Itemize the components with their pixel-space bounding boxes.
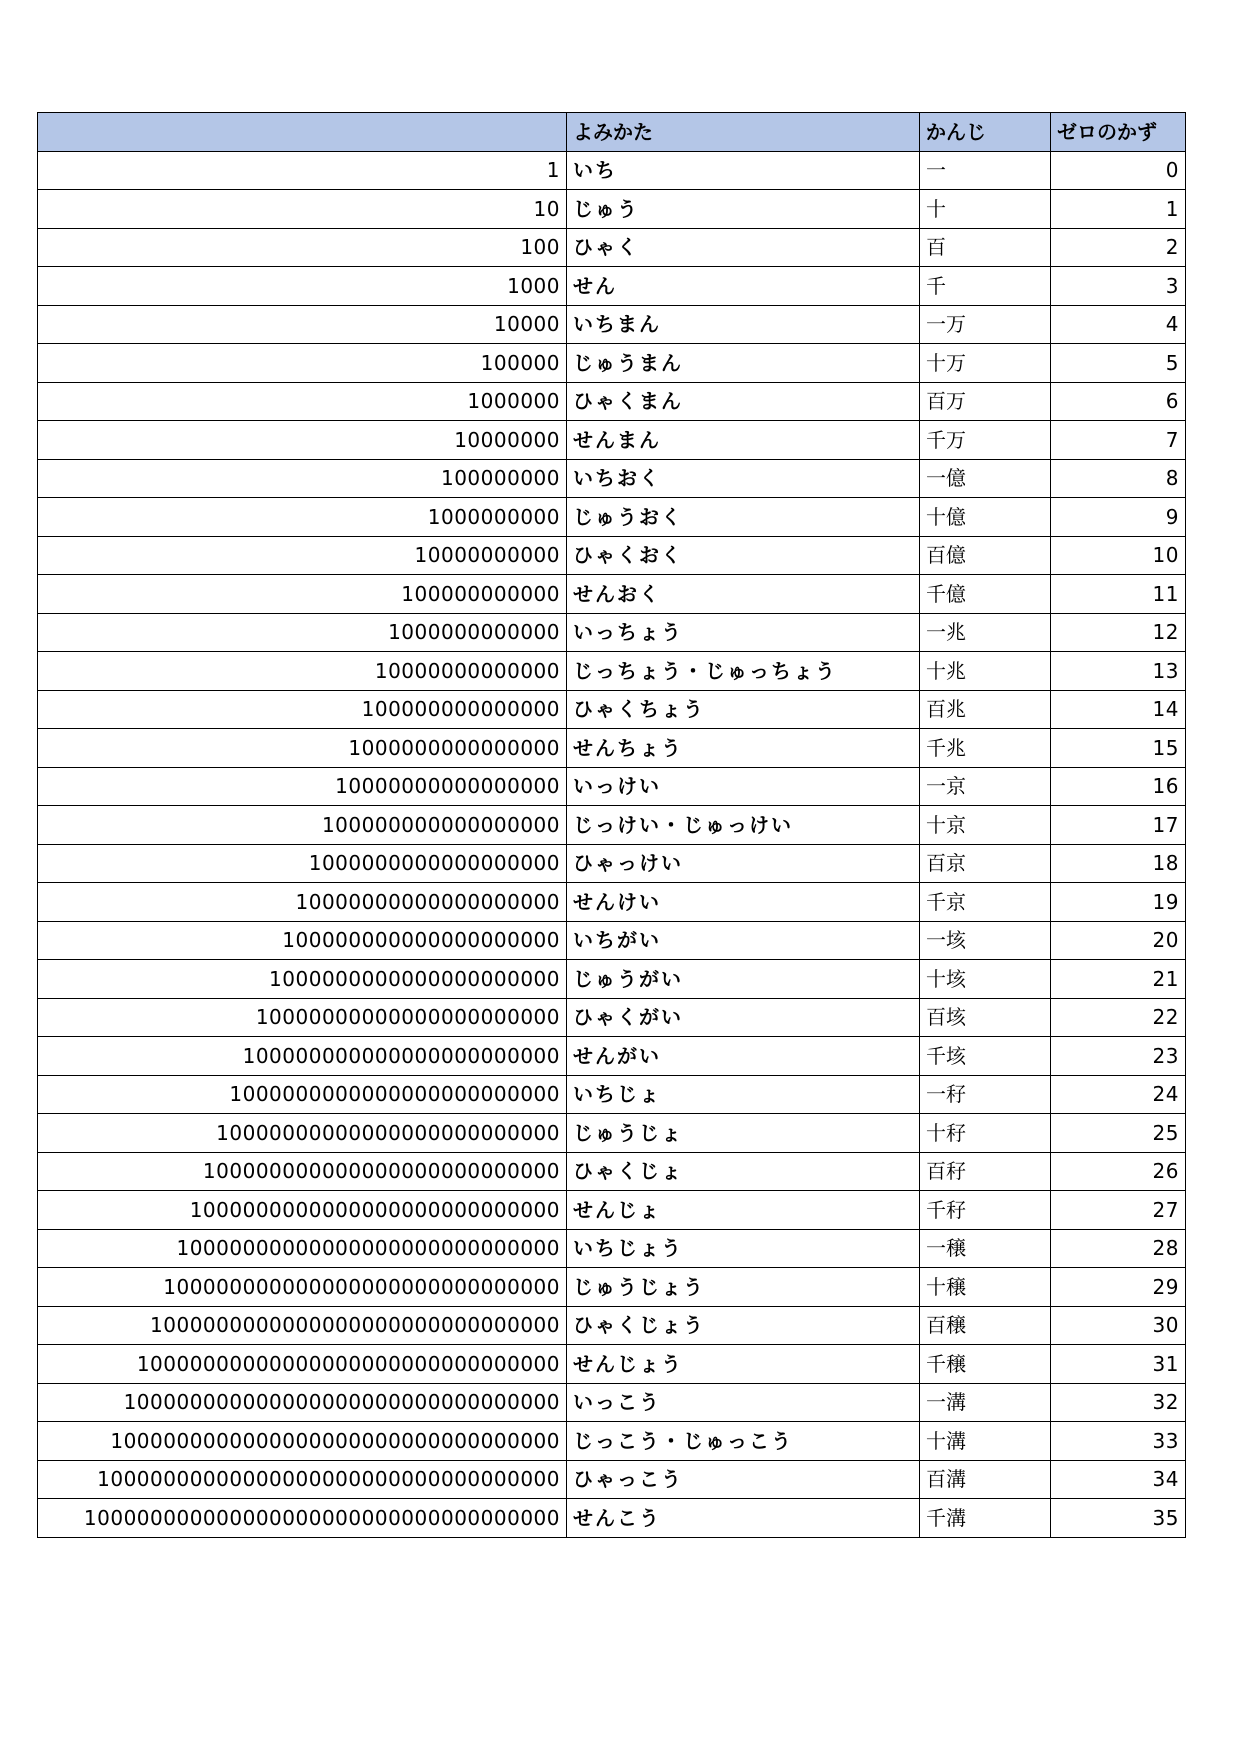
number-cell: 10000 bbox=[38, 305, 567, 344]
reading-cell: いちじょう bbox=[567, 1229, 920, 1268]
number-cell: 100000000000000000000000000000 bbox=[38, 1268, 567, 1307]
table-row bbox=[38, 459, 1186, 498]
zero-count-cell: 14 bbox=[1051, 690, 1186, 729]
table-row bbox=[38, 344, 1186, 383]
number-cell: 1000000 bbox=[38, 382, 567, 421]
table-row bbox=[38, 613, 1186, 652]
zero-count-cell: 3 bbox=[1051, 267, 1186, 306]
reading-cell: ひゃくちょう bbox=[567, 690, 920, 729]
zero-count-cell: 4 bbox=[1051, 305, 1186, 344]
reading-cell: いちおく bbox=[567, 459, 920, 498]
zero-count-cell: 22 bbox=[1051, 998, 1186, 1037]
kanji-cell: 百溝 bbox=[920, 1460, 1051, 1499]
header-row bbox=[38, 113, 1186, 152]
kanji-cell: 一溝 bbox=[920, 1383, 1051, 1422]
header-number bbox=[38, 113, 567, 152]
kanji-cell: 百億 bbox=[920, 536, 1051, 575]
zero-count-cell: 2 bbox=[1051, 228, 1186, 267]
reading-cell: じっちょう・じゅっちょう bbox=[567, 652, 920, 691]
table-row bbox=[38, 421, 1186, 460]
zero-count-cell: 33 bbox=[1051, 1422, 1186, 1461]
zero-count-cell: 30 bbox=[1051, 1306, 1186, 1345]
table-row bbox=[38, 1268, 1186, 1307]
reading-cell: じっけい・じゅっけい bbox=[567, 806, 920, 845]
table-row bbox=[38, 305, 1186, 344]
zero-count-cell: 34 bbox=[1051, 1460, 1186, 1499]
zero-count-cell: 8 bbox=[1051, 459, 1186, 498]
reading-cell: せんがい bbox=[567, 1037, 920, 1076]
table-row bbox=[38, 536, 1186, 575]
zero-count-cell: 29 bbox=[1051, 1268, 1186, 1307]
reading-cell: せんじょう bbox=[567, 1345, 920, 1384]
table-row bbox=[38, 921, 1186, 960]
kanji-cell: 一億 bbox=[920, 459, 1051, 498]
zero-count-cell: 11 bbox=[1051, 575, 1186, 614]
zero-count-cell: 21 bbox=[1051, 960, 1186, 999]
table-row bbox=[38, 228, 1186, 267]
table-row bbox=[38, 1345, 1186, 1384]
kanji-cell: 一京 bbox=[920, 767, 1051, 806]
table-row bbox=[38, 498, 1186, 537]
zero-count-cell: 6 bbox=[1051, 382, 1186, 421]
table-row bbox=[38, 960, 1186, 999]
kanji-cell: 十溝 bbox=[920, 1422, 1051, 1461]
table-body bbox=[38, 151, 1186, 1537]
reading-cell: ひゃくおく bbox=[567, 536, 920, 575]
zero-count-cell: 24 bbox=[1051, 1075, 1186, 1114]
number-cell: 10000000000 bbox=[38, 536, 567, 575]
reading-cell: せんこう bbox=[567, 1499, 920, 1538]
number-cell: 100000000000000000000000000000000 bbox=[38, 1383, 567, 1422]
number-cell: 100000000000 bbox=[38, 575, 567, 614]
number-cell: 100000000000000000000000 bbox=[38, 1037, 567, 1076]
number-cell: 10000000000000000000000000000000000 bbox=[38, 1460, 567, 1499]
reading-cell: いっけい bbox=[567, 767, 920, 806]
kanji-cell: 百 bbox=[920, 228, 1051, 267]
kanji-cell: 千穣 bbox=[920, 1345, 1051, 1384]
zero-count-cell: 10 bbox=[1051, 536, 1186, 575]
kanji-cell: 十兆 bbox=[920, 652, 1051, 691]
kanji-cell: 百京 bbox=[920, 844, 1051, 883]
number-cell: 1000000000000000000000000 bbox=[38, 1075, 567, 1114]
table-row bbox=[38, 1422, 1186, 1461]
table-row bbox=[38, 729, 1186, 768]
reading-cell: いちまん bbox=[567, 305, 920, 344]
table-row bbox=[38, 1191, 1186, 1230]
zero-count-cell: 20 bbox=[1051, 921, 1186, 960]
reading-cell: せんまん bbox=[567, 421, 920, 460]
table-row bbox=[38, 652, 1186, 691]
number-cell: 10000000000000000 bbox=[38, 767, 567, 806]
table-row bbox=[38, 575, 1186, 614]
zero-count-cell: 27 bbox=[1051, 1191, 1186, 1230]
kanji-cell: 一 bbox=[920, 151, 1051, 190]
number-cell: 10000000000000 bbox=[38, 652, 567, 691]
number-cell: 1000 bbox=[38, 267, 567, 306]
number-cell: 10 bbox=[38, 190, 567, 229]
number-cell: 1000000000 bbox=[38, 498, 567, 537]
kanji-cell: 百兆 bbox=[920, 690, 1051, 729]
table-row bbox=[38, 883, 1186, 922]
table-row bbox=[38, 1229, 1186, 1268]
table-row bbox=[38, 267, 1186, 306]
table-row bbox=[38, 1499, 1186, 1538]
number-cell: 10000000000000000000000 bbox=[38, 998, 567, 1037]
reading-cell: じゅう bbox=[567, 190, 920, 229]
number-cell: 10000000000000000000000000 bbox=[38, 1114, 567, 1153]
number-cell: 10000000000000000000 bbox=[38, 883, 567, 922]
number-cell: 100000000 bbox=[38, 459, 567, 498]
number-cell: 1 bbox=[38, 151, 567, 190]
zero-count-cell: 12 bbox=[1051, 613, 1186, 652]
zero-count-cell: 31 bbox=[1051, 1345, 1186, 1384]
kanji-cell: 千 bbox=[920, 267, 1051, 306]
number-cell: 10000000000000000000000000000 bbox=[38, 1229, 567, 1268]
number-cell: 1000000000000000 bbox=[38, 729, 567, 768]
kanji-cell: 百秄 bbox=[920, 1152, 1051, 1191]
zero-count-cell: 0 bbox=[1051, 151, 1186, 190]
number-names-sheet bbox=[37, 112, 1185, 1538]
zero-count-cell: 28 bbox=[1051, 1229, 1186, 1268]
kanji-cell: 十京 bbox=[920, 806, 1051, 845]
number-cell: 10000000000000000000000000000000 bbox=[38, 1345, 567, 1384]
table-row bbox=[38, 190, 1186, 229]
reading-cell: ひゃっけい bbox=[567, 844, 920, 883]
reading-cell: ひゃく bbox=[567, 228, 920, 267]
zero-count-cell: 15 bbox=[1051, 729, 1186, 768]
number-cell: 100 bbox=[38, 228, 567, 267]
number-cell: 100000000000000000000000000 bbox=[38, 1152, 567, 1191]
kanji-cell: 千兆 bbox=[920, 729, 1051, 768]
kanji-cell: 一穣 bbox=[920, 1229, 1051, 1268]
reading-cell: いっこう bbox=[567, 1383, 920, 1422]
zero-count-cell: 25 bbox=[1051, 1114, 1186, 1153]
kanji-cell: 千垓 bbox=[920, 1037, 1051, 1076]
table-row bbox=[38, 998, 1186, 1037]
zero-count-cell: 1 bbox=[1051, 190, 1186, 229]
reading-cell: せんけい bbox=[567, 883, 920, 922]
table-row bbox=[38, 1075, 1186, 1114]
table-row bbox=[38, 1460, 1186, 1499]
kanji-cell: 千京 bbox=[920, 883, 1051, 922]
kanji-cell: 百穣 bbox=[920, 1306, 1051, 1345]
zero-count-cell: 19 bbox=[1051, 883, 1186, 922]
kanji-cell: 一兆 bbox=[920, 613, 1051, 652]
reading-cell: じっこう・じゅっこう bbox=[567, 1422, 920, 1461]
kanji-cell: 一万 bbox=[920, 305, 1051, 344]
reading-cell: じゅうおく bbox=[567, 498, 920, 537]
reading-cell: せんちょう bbox=[567, 729, 920, 768]
reading-cell: じゅうがい bbox=[567, 960, 920, 999]
kanji-cell: 十垓 bbox=[920, 960, 1051, 999]
table-row bbox=[38, 1114, 1186, 1153]
kanji-cell: 千億 bbox=[920, 575, 1051, 614]
number-cell: 1000000000000000000000 bbox=[38, 960, 567, 999]
zero-count-cell: 5 bbox=[1051, 344, 1186, 383]
table-row bbox=[38, 1037, 1186, 1076]
kanji-cell: 十億 bbox=[920, 498, 1051, 537]
reading-cell: ひゃくじょう bbox=[567, 1306, 920, 1345]
number-cell: 100000 bbox=[38, 344, 567, 383]
reading-cell: じゅうまん bbox=[567, 344, 920, 383]
reading-cell: せんじょ bbox=[567, 1191, 920, 1230]
number-cell: 100000000000000000 bbox=[38, 806, 567, 845]
kanji-cell: 百万 bbox=[920, 382, 1051, 421]
reading-cell: じゅうじょう bbox=[567, 1268, 920, 1307]
reading-cell: ひゃくまん bbox=[567, 382, 920, 421]
number-cell: 1000000000000000000 bbox=[38, 844, 567, 883]
kanji-cell: 一垓 bbox=[920, 921, 1051, 960]
zero-count-cell: 7 bbox=[1051, 421, 1186, 460]
zero-count-cell: 17 bbox=[1051, 806, 1186, 845]
reading-cell: ひゃっこう bbox=[567, 1460, 920, 1499]
table-row bbox=[38, 1306, 1186, 1345]
kanji-cell: 十秄 bbox=[920, 1114, 1051, 1153]
table-row bbox=[38, 382, 1186, 421]
table-row bbox=[38, 767, 1186, 806]
table-row bbox=[38, 806, 1186, 845]
header-kanji: かんじ bbox=[920, 113, 1051, 152]
reading-cell: いっちょう bbox=[567, 613, 920, 652]
number-cell: 100000000000000000000 bbox=[38, 921, 567, 960]
number-cell: 1000000000000000000000000000000 bbox=[38, 1306, 567, 1345]
kanji-cell: 十穣 bbox=[920, 1268, 1051, 1307]
kanji-cell: 千万 bbox=[920, 421, 1051, 460]
reading-cell: いち bbox=[567, 151, 920, 190]
zero-count-cell: 32 bbox=[1051, 1383, 1186, 1422]
reading-cell: せん bbox=[567, 267, 920, 306]
table-row bbox=[38, 690, 1186, 729]
kanji-cell: 十万 bbox=[920, 344, 1051, 383]
number-cell: 1000000000000 bbox=[38, 613, 567, 652]
header-zero-count: ゼロのかず bbox=[1051, 113, 1186, 152]
table-row bbox=[38, 1152, 1186, 1191]
reading-cell: ひゃくじょ bbox=[567, 1152, 920, 1191]
zero-count-cell: 35 bbox=[1051, 1499, 1186, 1538]
zero-count-cell: 23 bbox=[1051, 1037, 1186, 1076]
zero-count-cell: 18 bbox=[1051, 844, 1186, 883]
number-names-table bbox=[37, 112, 1186, 1538]
number-cell: 100000000000000 bbox=[38, 690, 567, 729]
zero-count-cell: 13 bbox=[1051, 652, 1186, 691]
kanji-cell: 十 bbox=[920, 190, 1051, 229]
table-row bbox=[38, 151, 1186, 190]
kanji-cell: 一秄 bbox=[920, 1075, 1051, 1114]
kanji-cell: 千秄 bbox=[920, 1191, 1051, 1230]
header-reading: よみかた bbox=[567, 113, 920, 152]
reading-cell: じゅうじょ bbox=[567, 1114, 920, 1153]
reading-cell: いちじょ bbox=[567, 1075, 920, 1114]
number-cell: 10000000 bbox=[38, 421, 567, 460]
zero-count-cell: 26 bbox=[1051, 1152, 1186, 1191]
table-row bbox=[38, 844, 1186, 883]
reading-cell: いちがい bbox=[567, 921, 920, 960]
zero-count-cell: 16 bbox=[1051, 767, 1186, 806]
zero-count-cell: 9 bbox=[1051, 498, 1186, 537]
number-cell: 1000000000000000000000000000000000 bbox=[38, 1422, 567, 1461]
table-row bbox=[38, 1383, 1186, 1422]
kanji-cell: 千溝 bbox=[920, 1499, 1051, 1538]
kanji-cell: 百垓 bbox=[920, 998, 1051, 1037]
number-cell: 1000000000000000000000000000 bbox=[38, 1191, 567, 1230]
reading-cell: ひゃくがい bbox=[567, 998, 920, 1037]
number-cell: 100000000000000000000000000000000000 bbox=[38, 1499, 567, 1538]
reading-cell: せんおく bbox=[567, 575, 920, 614]
